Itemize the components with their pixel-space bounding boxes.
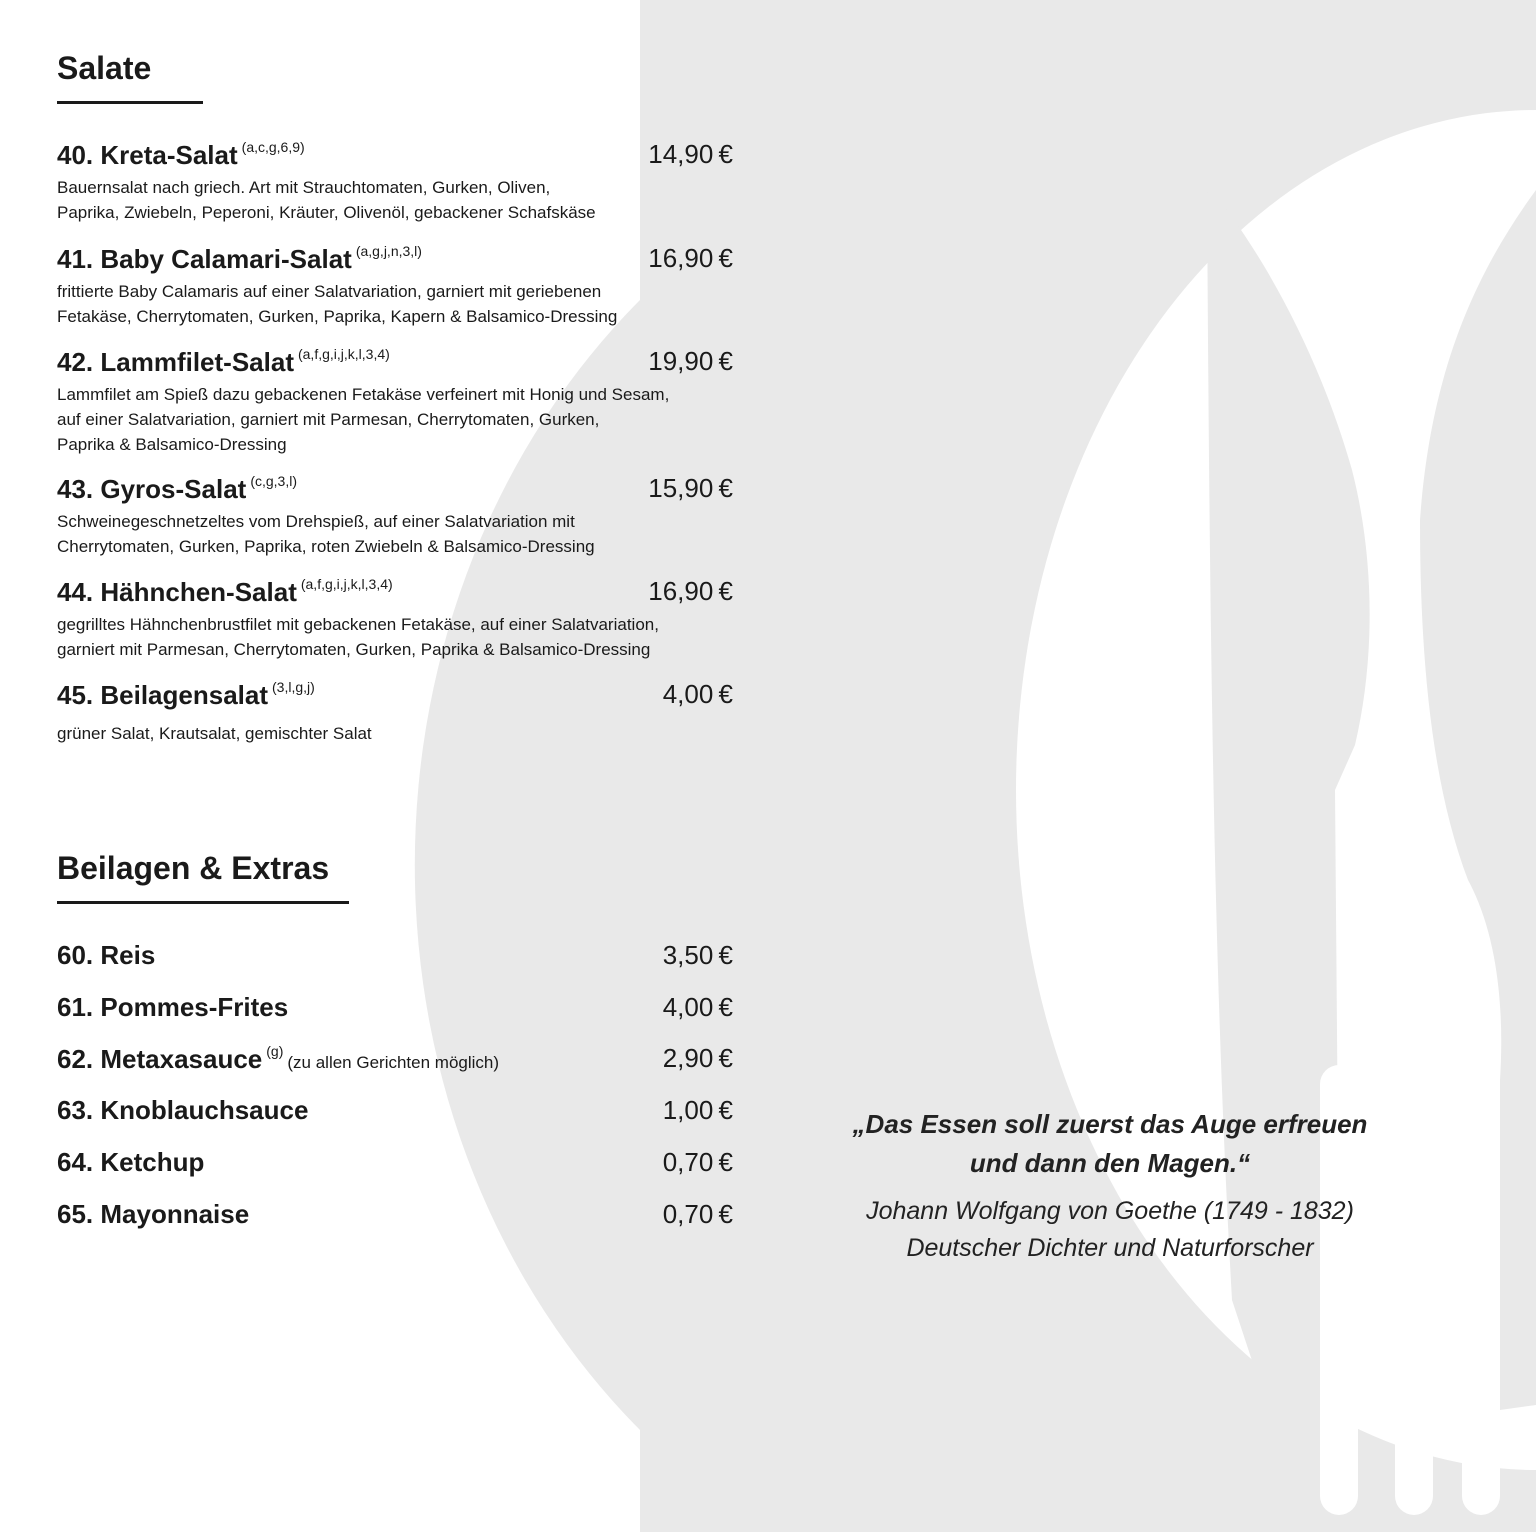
menu-item: [57, 139, 733, 225]
quote-text: [800, 1105, 1420, 1183]
quote-author: [800, 1193, 1420, 1267]
quote-line: und dann den Magen.“: [969, 1148, 1251, 1178]
item-price: 16,90 €: [648, 576, 733, 606]
item-price: 14,90 €: [648, 139, 733, 169]
section-title-extras: Beilagen & Extras: [57, 850, 349, 904]
menu-item: [57, 473, 733, 559]
menu-item: [57, 1199, 733, 1233]
description-line: gegrilltes Hähnchenbrustfilet mit gebackenen Fetakäse, auf einer Salatvariation,: [57, 615, 659, 634]
description-line: Bauernsalat nach griech. Art mit Strauchtomaten, Gurken, Oliven,: [57, 178, 551, 197]
item-description: [57, 721, 733, 746]
menu-item: [57, 679, 733, 746]
item-name: 65. Mayonnaise: [57, 1199, 250, 1229]
quote-line: „Das Essen soll zuerst das Auge erfreuen: [852, 1109, 1368, 1139]
item-price: 4,00 €: [662, 992, 733, 1022]
plate-icon: [415, 0, 1536, 1532]
item-allergens: (a,f,g,i,j,k,l,3,4): [297, 346, 390, 362]
quote-author-line: Deutscher Dichter und Naturforscher: [906, 1234, 1314, 1262]
item-description: [57, 175, 733, 225]
item-name: 41. Baby Calamari-Salat: [57, 244, 352, 274]
description-line: Cherrytomaten, Gurken, Paprika, roten Zwiebeln & Balsamico-Dressing: [57, 537, 595, 556]
item-allergens: (3,l,g,j): [272, 679, 315, 695]
description-line: Paprika, Zwiebeln, Peperoni, Kräuter, Olivenöl, gebackener Schafskäse: [57, 203, 596, 222]
description-line: garniert mit Parmesan, Cherrytomaten, Gurken, Paprika & Balsamico-Dressing: [57, 640, 651, 659]
description-line: Paprika & Balsamico-Dressing: [57, 435, 287, 454]
item-description: [57, 279, 733, 329]
item-price: 0,70 €: [662, 1199, 733, 1229]
section-title-salads: Salate: [57, 50, 203, 104]
item-price: 2,90 €: [662, 1043, 733, 1073]
item-name: 45. Beilagensalat: [57, 680, 268, 710]
item-allergens: (a,c,g,6,9): [241, 139, 305, 155]
menu-item: [57, 1095, 733, 1129]
menu-item: [57, 992, 733, 1026]
item-allergens: (c,g,3,l): [250, 473, 297, 489]
menu-item: [57, 576, 733, 662]
item-name: 64. Ketchup: [57, 1147, 205, 1177]
item-name: 40. Kreta-Salat: [57, 140, 238, 170]
description-line: Lammfilet am Spieß dazu gebackenen Fetakäse verfeinert mit Honig und Sesam,: [57, 385, 670, 404]
item-allergens: (a,g,j,n,3,l): [355, 243, 422, 259]
item-description: [57, 382, 733, 457]
item-price: 0,70 €: [662, 1147, 733, 1177]
item-note: (zu allen Gerichten möglich): [287, 1053, 500, 1072]
item-price: 16,90 €: [648, 243, 733, 273]
item-price: 1,00 €: [662, 1095, 733, 1125]
item-price: 3,50 €: [662, 940, 733, 970]
item-description: [57, 509, 733, 559]
item-name: 62. Metaxasauce: [57, 1044, 263, 1074]
menu-item: [57, 1147, 733, 1181]
item-allergens: (g): [266, 1043, 284, 1059]
description-line: frittierte Baby Calamaris auf einer Salatvariation, garniert mit geriebenen: [57, 282, 602, 301]
menu-item: [57, 1043, 733, 1077]
item-name: 60. Reis: [57, 940, 156, 970]
item-name: 61. Pommes-Frites: [57, 992, 289, 1022]
description-line: auf einer Salatvariation, garniert mit Parmesan, Cherrytomaten, Gurken,: [57, 410, 600, 429]
item-name: 44. Hähnchen-Salat: [57, 577, 297, 607]
description-line: Schweinegeschnetzeltes vom Drehspieß, auf einer Salatvariation mit: [57, 512, 575, 531]
item-name: 63. Knoblauchsauce: [57, 1095, 309, 1125]
description-line: grüner Salat, Krautsalat, gemischter Salat: [57, 724, 372, 743]
item-description: [57, 612, 733, 662]
item-price: 4,00 €: [662, 679, 733, 709]
item-name: 42. Lammfilet-Salat: [57, 347, 294, 377]
fork-tine-gap-icon: [1462, 1075, 1500, 1515]
menu-item: [57, 346, 733, 457]
quote-author-line: Johann Wolfgang von Goethe (1749 - 1832): [866, 1197, 1354, 1225]
description-line: Fetakäse, Cherrytomaten, Gurken, Paprika, Kapern & Balsamico-Dressing: [57, 307, 618, 326]
item-price: 15,90 €: [648, 473, 733, 503]
menu-item: [57, 243, 733, 329]
menu-item: [57, 940, 733, 974]
item-allergens: (a,f,g,i,j,k,l,3,4): [300, 576, 393, 592]
item-price: 19,90 €: [648, 346, 733, 376]
goethe-quote: [800, 1105, 1420, 1267]
item-name: 43. Gyros-Salat: [57, 474, 247, 504]
